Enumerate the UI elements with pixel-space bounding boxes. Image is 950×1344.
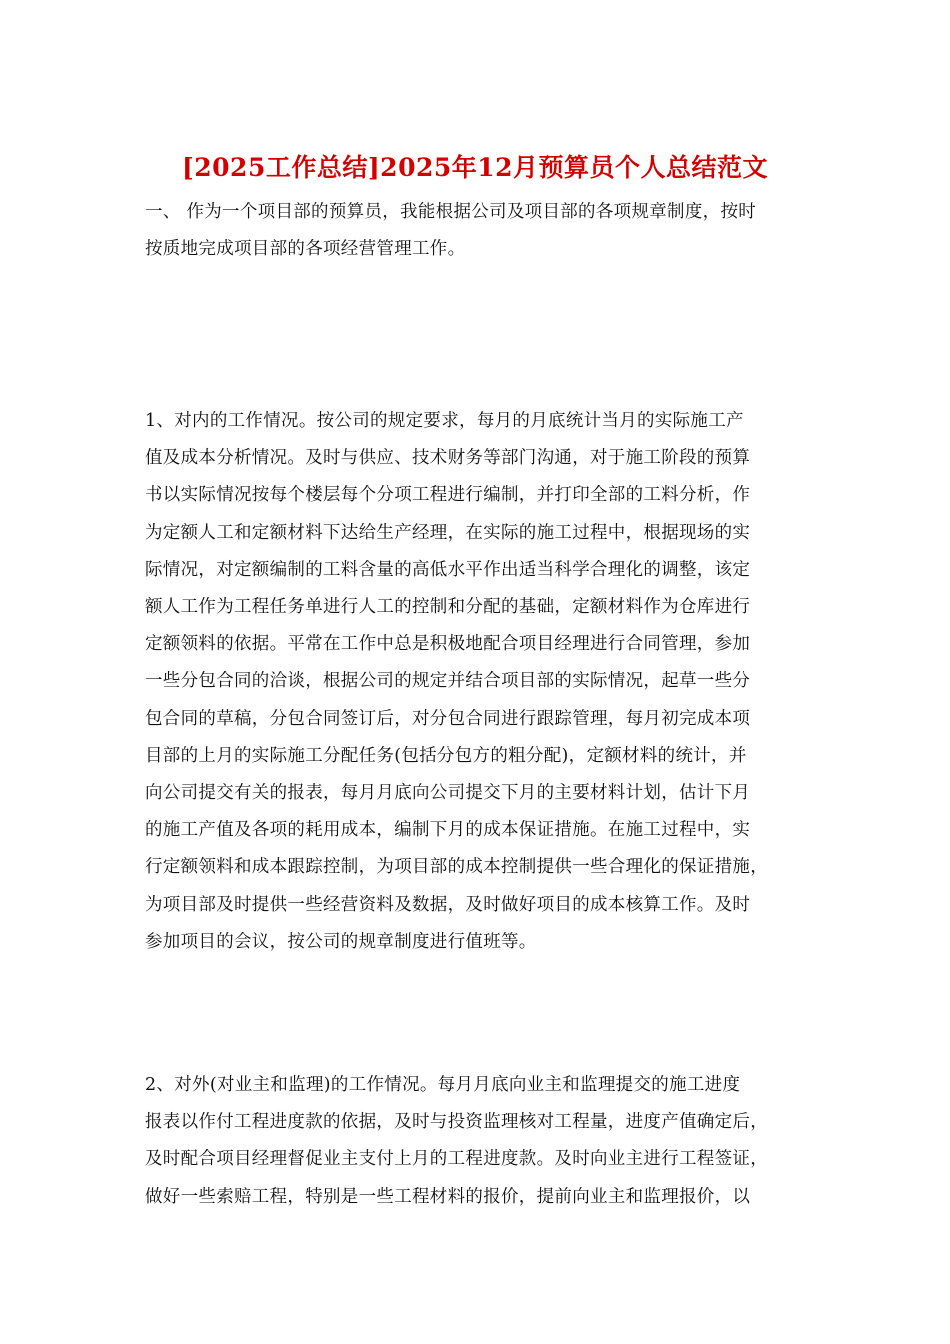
section2-paragraph bbox=[145, 1067, 810, 1216]
section1-paragraph bbox=[145, 403, 810, 961]
paragraph-line: 参加项目的会议，按公司的规章制度进行值班等。 bbox=[145, 931, 537, 952]
paragraph-line: 向公司提交有关的报表，每月月底向公司提交下月的主要材料计划，估计下月 bbox=[145, 783, 751, 804]
paragraph-line: 及时配合项目经理督促业主支付上月的工程进度款。及时向业主进行工程签证， bbox=[145, 1149, 768, 1170]
paragraph-line: 书以实际情况按每个楼层每个分项工程进行编制，并打印全部的工料分析，作 bbox=[145, 485, 751, 506]
paragraph-line: 额人工作为工程任务单进行人工的控制和分配的基础，定额材料作为仓库进行 bbox=[145, 597, 751, 618]
paragraph-line: 一、 作为一个项目部的预算员，我能根据公司及项目部的各项规章制度，按时 bbox=[145, 202, 757, 222]
paragraph-line: 一些分包合同的洽谈，根据公司的规定并结合项目部的实际情况，起草一些分 bbox=[145, 671, 751, 692]
paragraph-line: 为项目部及时提供一些经营资料及数据，及时做好项目的成本核算工作。及时 bbox=[145, 894, 751, 915]
paragraph-line: 2、对外(对业主和监理)的工作情况。每月月底向业主和监理提交的施工进度 bbox=[145, 1075, 741, 1095]
paragraph-line: 际情况，对定额编制的工料含量的高低水平作出适当科学合理化的调整，该定 bbox=[145, 559, 751, 580]
paragraph-line: 为定额人工和定额材料下达给生产经理，在实际的施工过程中，根据现场的实 bbox=[145, 522, 751, 543]
paragraph-line: 报表以作付工程进度款的依据，及时与投资监理核对工程量，进度产值确定后， bbox=[145, 1112, 768, 1133]
paragraph-line: 做好一些索赔工程，特别是一些工程材料的报价，提前向业主和监理报价，以 bbox=[145, 1186, 751, 1207]
paragraph-line: 值及成本分析情况。及时与供应、技术财务等部门沟通，对于施工阶段的预算 bbox=[145, 448, 751, 469]
document-title: [2025工作总结]2025年12月预算员个人总结范文 bbox=[181, 153, 769, 182]
paragraph-line: 1、对内的工作情况。按公司的规定要求，每月的月底统计当月的实际施工产 bbox=[145, 411, 744, 431]
paragraph-line: 包合同的草稿，分包合同签订后，对分包合同进行跟踪管理，每月初完成本项 bbox=[145, 708, 751, 729]
paragraph-line: 定额领料的依据。平常在工作中总是积极地配合项目经理进行合同管理，参加 bbox=[145, 634, 751, 655]
intro-paragraph bbox=[145, 194, 810, 268]
paragraph-line: 按质地完成项目部的各项经营管理工作。 bbox=[145, 239, 466, 260]
paragraph-line: 目部的上月的实际施工分配任务(包括分包方的粗分配)，定额材料的统计，并 bbox=[145, 745, 747, 766]
paragraph-line: 的施工产值及各项的耗用成本，编制下月的成本保证措施。在施工过程中，实 bbox=[145, 820, 751, 841]
paragraph-line: 行定额领料和成本跟踪控制，为项目部的成本控制提供一些合理化的保证措施， bbox=[145, 857, 768, 878]
